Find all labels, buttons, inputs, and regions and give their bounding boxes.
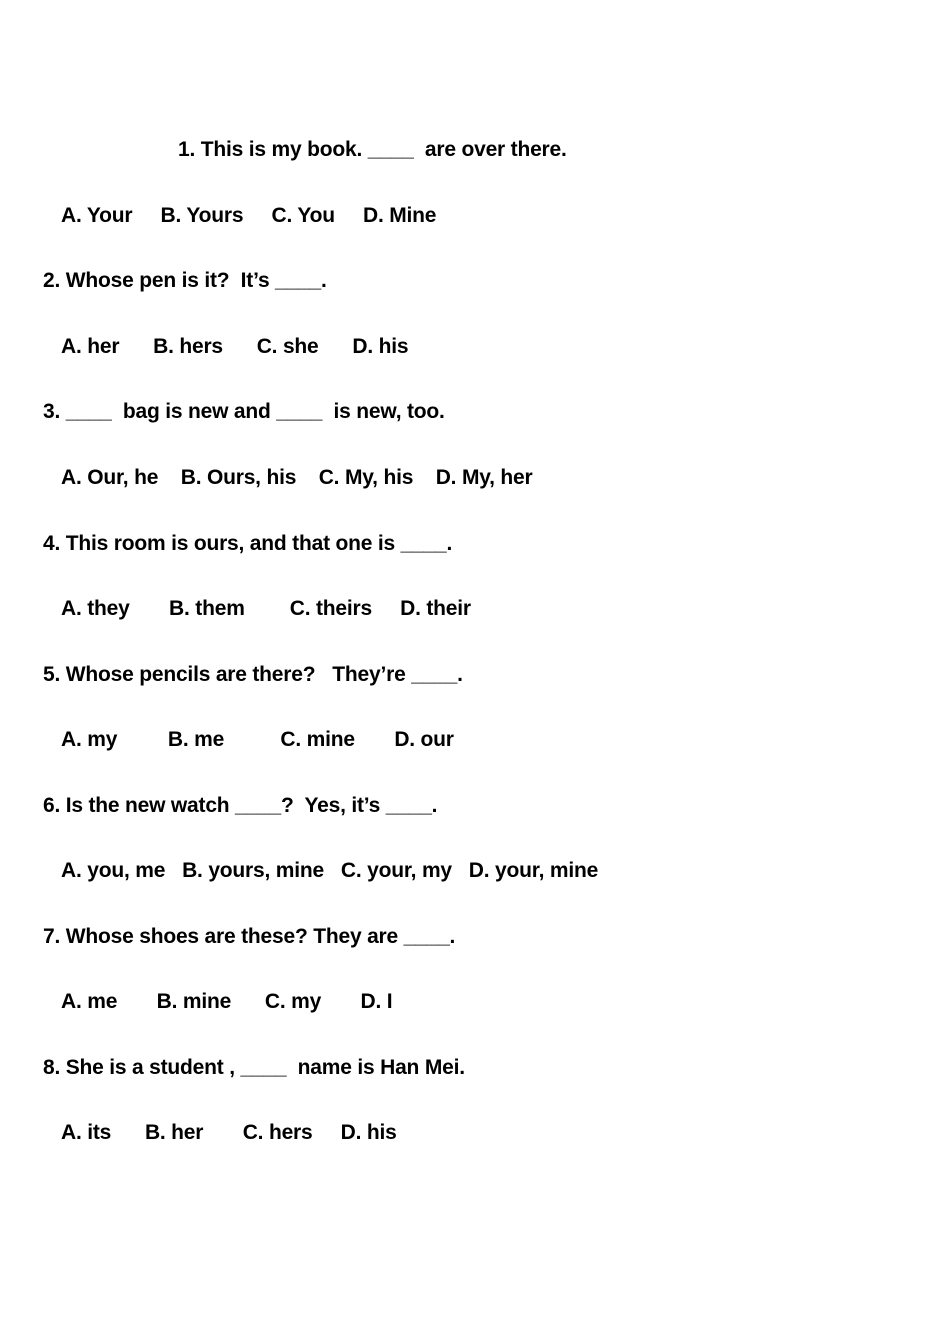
question-4-stem: 4. This room is ours, and that one is ____. — [43, 532, 453, 555]
question-4-options: A. they B. them C. theirs D. their — [61, 597, 471, 620]
question-7-stem: 7. Whose shoes are these? They are ____. — [43, 925, 456, 948]
question-5-stem: 5. Whose pencils are there? They’re ____. — [43, 663, 463, 686]
question-1-options: A. Your B. Yours C. You D. Mine — [61, 204, 437, 227]
question-2-stem: 2. Whose pen is it? It’s ____. — [43, 269, 327, 292]
question-2-options: A. her B. hers C. she D. his — [61, 335, 409, 358]
question-7-options: A. me B. mine C. my D. I — [61, 990, 393, 1013]
question-3-options: A. Our, he B. Ours, his C. My, his D. My, her — [61, 466, 533, 489]
question-5-options: A. my B. me C. mine D. our — [61, 728, 454, 751]
question-8-options: A. its B. her C. hers D. his — [61, 1121, 397, 1144]
question-1-stem: 1. This is my book. ____ are over there. — [178, 138, 567, 161]
question-6-options: A. you, me B. yours, mine C. your, my D. your, mine — [61, 859, 599, 882]
question-3-stem: 3. ____ bag is new and ____ is new, too. — [43, 400, 445, 423]
question-8-stem: 8. She is a student , ____ name is Han Mei. — [43, 1056, 465, 1079]
question-6-stem: 6. Is the new watch ____? Yes, it’s ____. — [43, 794, 438, 817]
